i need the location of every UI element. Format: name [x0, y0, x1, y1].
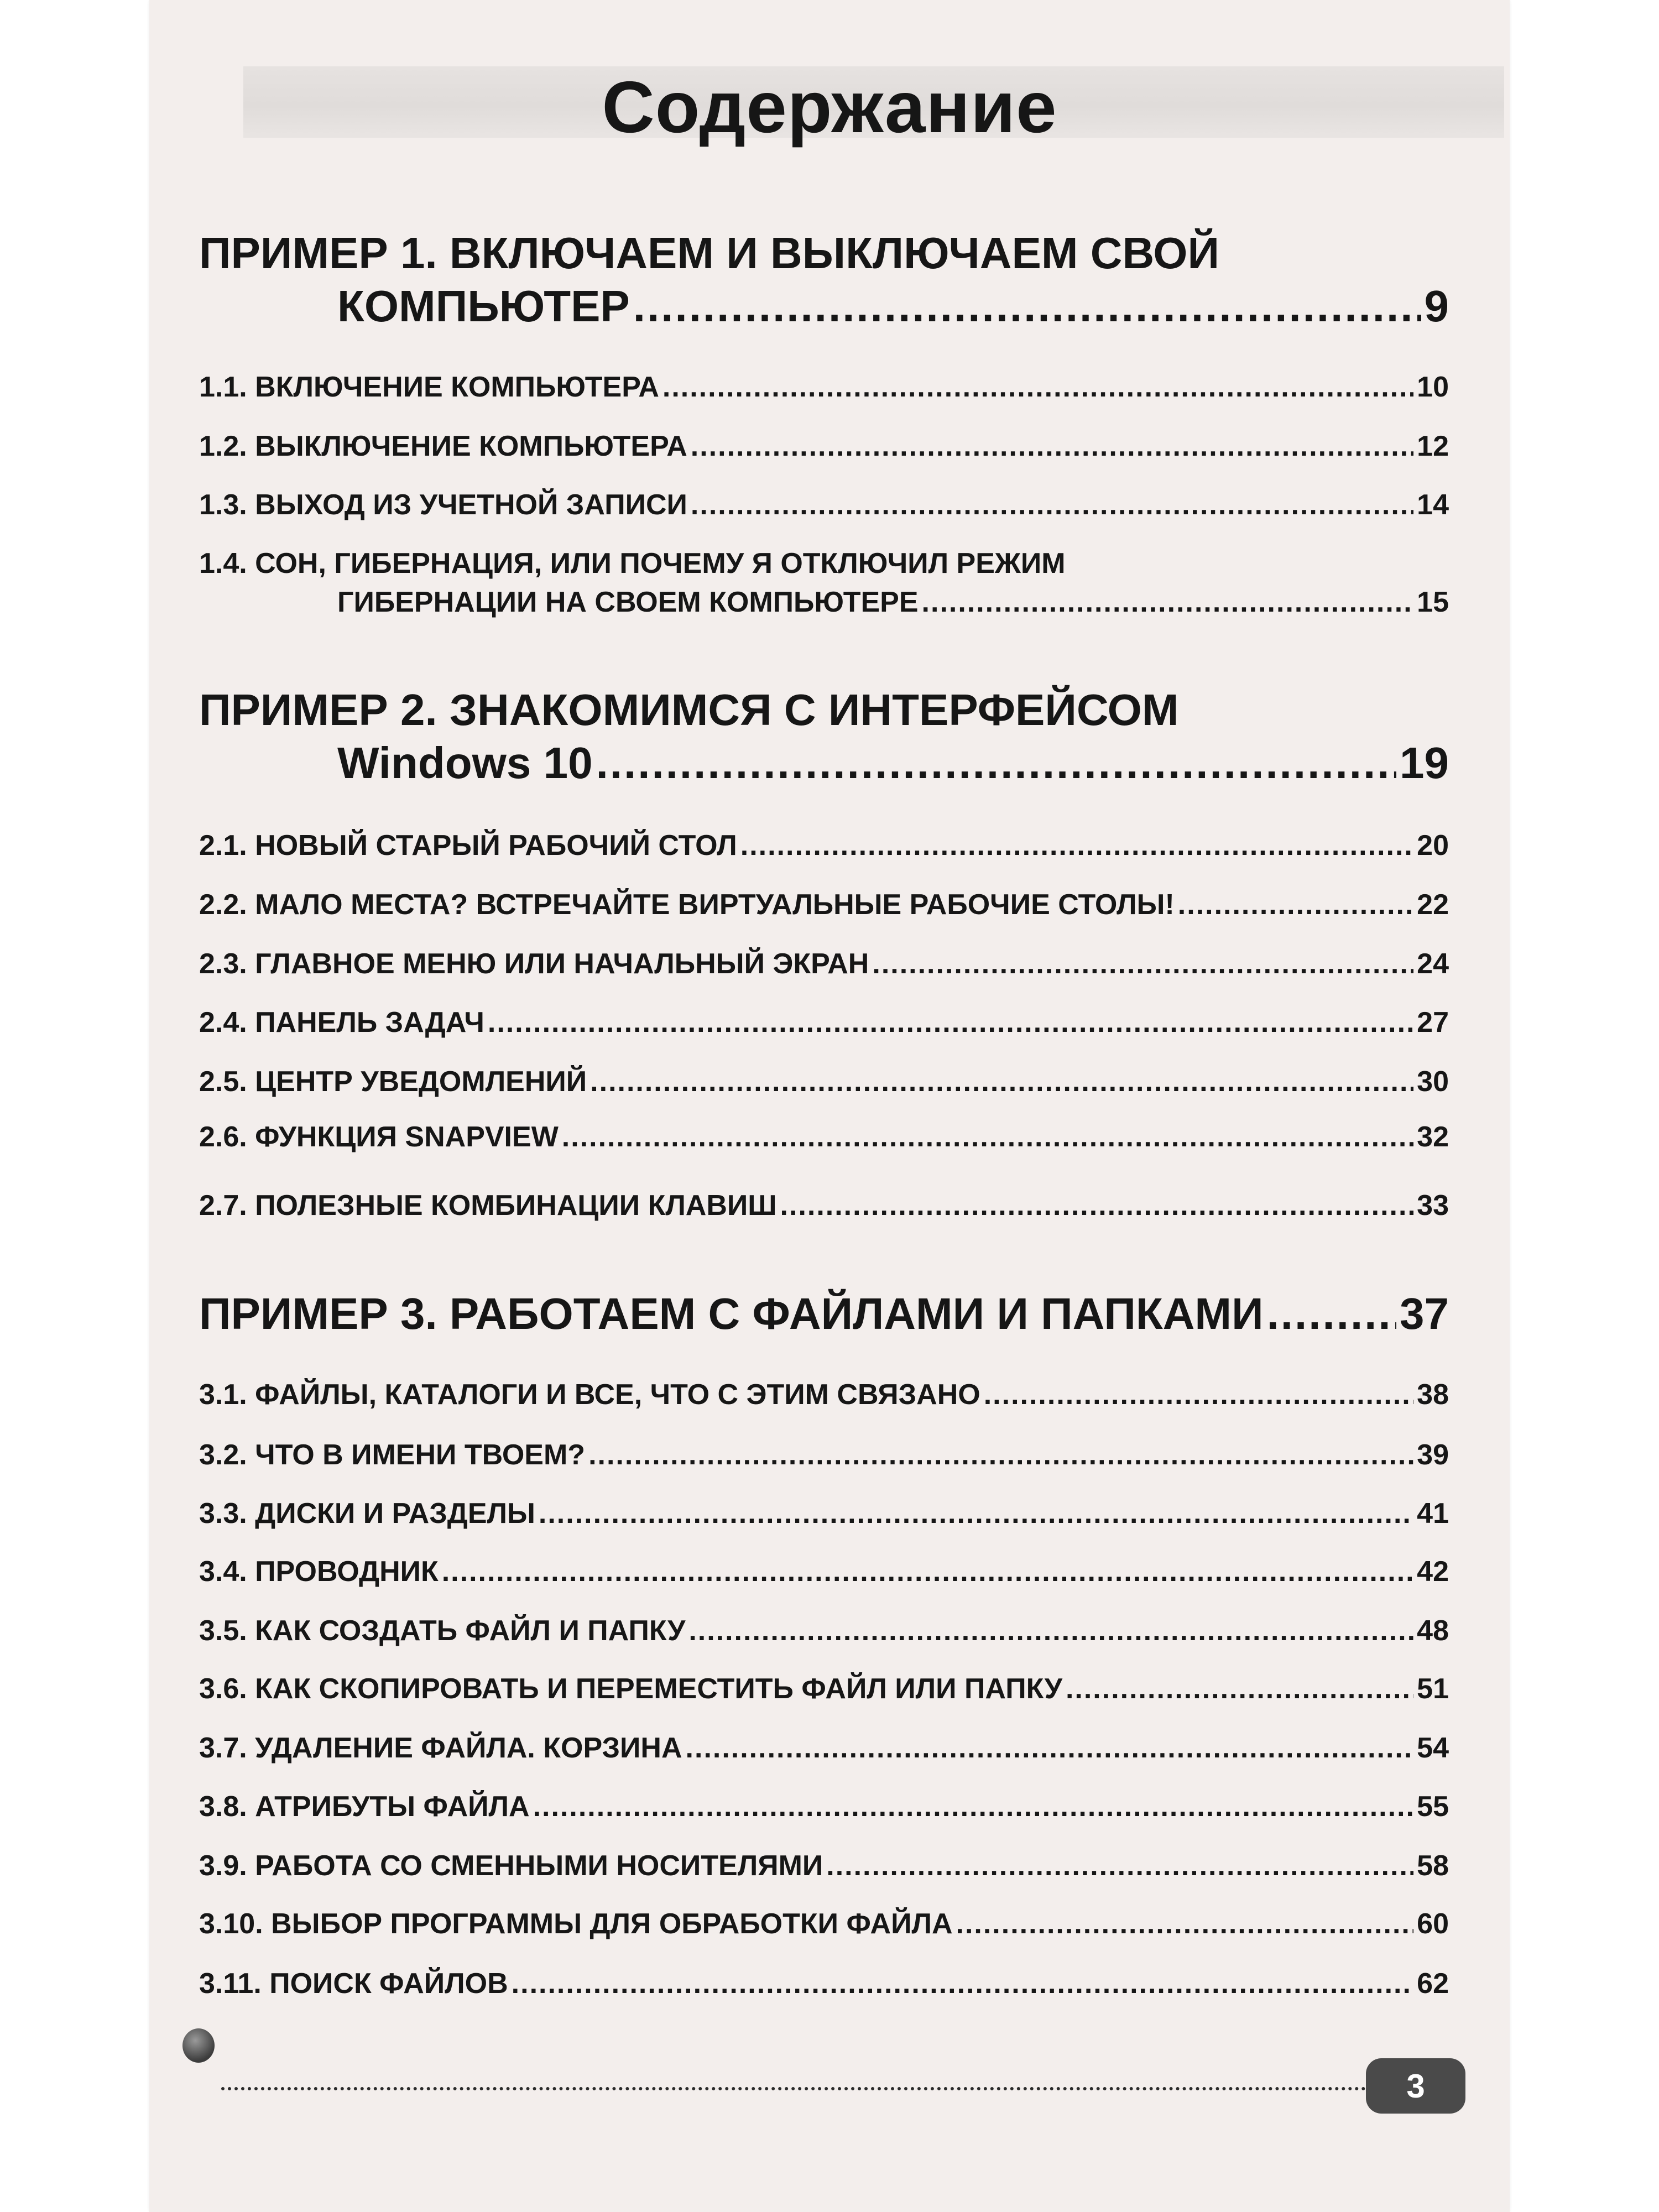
toc-page-number: 30 — [1417, 1066, 1449, 1098]
toc-section-2-7 — [199, 1188, 1449, 1223]
toc-section-1-4 — [199, 546, 1449, 619]
toc-section-2-2 — [199, 888, 1449, 922]
toc-section-3-6 — [199, 1672, 1449, 1706]
dot-leader — [780, 1188, 1414, 1223]
toc-page-number: 54 — [1417, 1732, 1449, 1764]
footer-dotted-rule — [221, 2087, 1366, 2090]
dot-leader — [488, 1005, 1413, 1040]
page-title: Содержание — [602, 66, 1057, 148]
toc-page-number: 32 — [1417, 1121, 1449, 1153]
toc-section-title-cont: ГИБЕРНАЦИИ НА СВОЕМ КОМПЬЮТЕРЕ — [337, 586, 919, 618]
toc-section-title: 2.1. НОВЫЙ СТАРЫЙ РАБОЧИЙ СТОЛ — [199, 830, 737, 862]
toc-example-title-cont: КОМПЬЮТЕР — [337, 281, 630, 331]
dot-leader — [984, 1378, 1413, 1412]
toc-section-2-6 — [199, 1120, 1449, 1154]
dot-leader — [956, 1907, 1414, 1941]
toc-section-title: 1.2. ВЫКЛЮЧЕНИЕ КОМПЬЮТЕРА — [199, 430, 687, 462]
toc-page-number: 24 — [1417, 948, 1449, 980]
dot-leader — [922, 585, 1414, 619]
toc-section-title: 2.2. МАЛО МЕСТА? ВСТРЕЧАЙТЕ ВИРТУАЛЬНЫЕ РАБОЧИЕ СТОЛЫ! — [199, 889, 1175, 921]
dot-leader — [562, 1120, 1413, 1154]
toc-section-title: 3.1. ФАЙЛЫ, КАТАЛОГИ И ВСЕ, ЧТО С ЭТИМ СВЯЗАНО — [199, 1379, 980, 1411]
toc-example-title-cont: Windows 10 — [337, 738, 593, 787]
dot-leader — [826, 1849, 1413, 1883]
dot-leader — [1267, 1287, 1396, 1340]
dot-leader — [872, 947, 1413, 981]
toc-example-title: ПРИМЕР 3. РАБОТАЕМ С ФАЙЛАМИ И ПАПКАМИ — [199, 1289, 1264, 1338]
toc-section-title: 1.1. ВКЛЮЧЕНИЕ КОМПЬЮТЕРА — [199, 371, 659, 403]
dot-leader — [512, 1966, 1413, 2001]
dot-leader — [539, 1496, 1413, 1531]
toc-page-number: 19 — [1400, 738, 1449, 787]
dot-leader — [740, 828, 1413, 863]
toc-section-title: 2.7. ПОЛЕЗНЫЕ КОМБИНАЦИИ КЛАВИШ — [199, 1190, 777, 1222]
toc-page-number: 38 — [1417, 1379, 1449, 1411]
dot-leader — [1178, 888, 1413, 922]
toc-section-2-3 — [199, 947, 1449, 981]
page-number-badge — [1366, 2058, 1465, 2114]
toc-section-title: 3.5. КАК СОЗДАТЬ ФАЙЛ И ПАПКУ — [199, 1615, 686, 1647]
toc-section-title: 3.11. ПОИСК ФАЙЛОВ — [199, 1968, 508, 2000]
toc-section-title: 3.6. КАК СКОПИРОВАТЬ И ПЕРЕМЕСТИТЬ ФАЙЛ ИЛИ ПАПКУ — [199, 1673, 1062, 1705]
toc-section-1-2 — [199, 429, 1449, 463]
toc-section-3-3 — [199, 1496, 1449, 1531]
toc-example-title: ПРИМЕР 1. ВКЛЮЧАЕМ И ВЫКЛЮЧАЕМ СВОЙ — [199, 228, 1219, 278]
toc-section-title: 3.2. ЧТО В ИМЕНИ ТВОЕМ? — [199, 1439, 586, 1471]
dot-leader — [588, 1438, 1413, 1472]
toc-section-title: 1.4. СОН, ГИБЕРНАЦИЯ, ИЛИ ПОЧЕМУ Я ОТКЛЮЧИЛ РЕЖИМ — [199, 547, 1066, 580]
toc-section-title: 3.10. ВЫБОР ПРОГРАММЫ ДЛЯ ОБРАБОТКИ ФАЙЛА — [199, 1908, 953, 1940]
toc-page-number: 27 — [1417, 1006, 1449, 1039]
toc-section-3-5 — [199, 1614, 1449, 1648]
toc-section-3-10 — [199, 1907, 1449, 1941]
toc-page-number: 15 — [1417, 586, 1449, 618]
dot-leader — [688, 1614, 1413, 1648]
dot-leader — [691, 488, 1413, 522]
toc-section-3-4 — [199, 1554, 1449, 1589]
toc-page-number: 33 — [1417, 1190, 1449, 1222]
toc-section-title: 3.3. ДИСКИ И РАЗДЕЛЫ — [199, 1498, 535, 1530]
toc-page-number: 48 — [1417, 1615, 1449, 1647]
dot-leader — [590, 1065, 1413, 1099]
toc-page-number: 39 — [1417, 1439, 1449, 1471]
toc-section-3-1 — [199, 1378, 1449, 1412]
toc-section-3-2 — [199, 1438, 1449, 1472]
toc-page-number: 41 — [1417, 1498, 1449, 1530]
toc-page-number: 22 — [1417, 889, 1449, 921]
toc-page-number: 42 — [1417, 1556, 1449, 1588]
toc-section-2-4 — [199, 1005, 1449, 1040]
toc-section-title: 3.7. УДАЛЕНИЕ ФАЙЛА. КОРЗИНА — [199, 1732, 682, 1764]
dot-leader — [633, 280, 1421, 333]
toc-page-number: 62 — [1417, 1968, 1449, 2000]
toc-section-title: 3.8. АТРИБУТЫ ФАЙЛА — [199, 1791, 530, 1823]
footer-bullet-icon — [182, 2028, 215, 2063]
toc-section-2-1 — [199, 828, 1449, 863]
toc-page-number: 14 — [1417, 489, 1449, 521]
dot-leader — [442, 1554, 1413, 1589]
toc-section-1-3 — [199, 488, 1449, 522]
toc-example-1 — [199, 227, 1449, 333]
toc-example-2 — [199, 684, 1449, 790]
toc-section-3-9 — [199, 1849, 1449, 1883]
toc-page-number: 51 — [1417, 1673, 1449, 1705]
dot-leader — [1066, 1672, 1413, 1706]
toc-page-number: 55 — [1417, 1791, 1449, 1823]
toc-section-title: 2.4. ПАНЕЛЬ ЗАДАЧ — [199, 1006, 484, 1039]
toc-section-title: 2.5. ЦЕНТР УВЕДОМЛЕНИЙ — [199, 1066, 587, 1098]
toc-section-title: 2.6. ФУНКЦИЯ SNAPVIEW — [199, 1121, 559, 1153]
toc-section-1-1 — [199, 370, 1449, 404]
toc-page-number: 12 — [1417, 430, 1449, 462]
page-number: 3 — [1406, 2067, 1425, 2105]
dot-leader — [662, 370, 1413, 404]
toc-section-title: 1.3. ВЫХОД ИЗ УЧЕТНОЙ ЗАПИСИ — [199, 489, 687, 521]
toc-section-3-8 — [199, 1790, 1449, 1824]
dot-leader — [596, 737, 1396, 790]
toc-section-3-11 — [199, 1966, 1449, 2001]
toc-page-number: 10 — [1417, 371, 1449, 403]
toc-page-number: 9 — [1424, 281, 1449, 331]
toc-page-number: 58 — [1417, 1850, 1449, 1882]
dot-leader — [686, 1731, 1414, 1765]
toc-section-title: 3.4. ПРОВОДНИК — [199, 1556, 439, 1588]
toc-section-2-5 — [199, 1065, 1449, 1099]
dot-leader — [533, 1790, 1414, 1824]
toc-page-number: 20 — [1417, 830, 1449, 862]
toc-section-title: 3.9. РАБОТА СО СМЕННЫМИ НОСИТЕЛЯМИ — [199, 1850, 823, 1882]
toc-page-number: 37 — [1400, 1289, 1449, 1338]
toc-section-title: 2.3. ГЛАВНОЕ МЕНЮ ИЛИ НАЧАЛЬНЫЙ ЭКРАН — [199, 948, 869, 980]
dot-leader — [691, 429, 1413, 463]
toc-example-title: ПРИМЕР 2. ЗНАКОМИМСЯ С ИНТЕРФЕЙСОМ — [199, 685, 1179, 734]
toc-section-3-7 — [199, 1731, 1449, 1765]
toc-page-number: 60 — [1417, 1908, 1449, 1940]
toc-example-3 — [199, 1287, 1449, 1340]
